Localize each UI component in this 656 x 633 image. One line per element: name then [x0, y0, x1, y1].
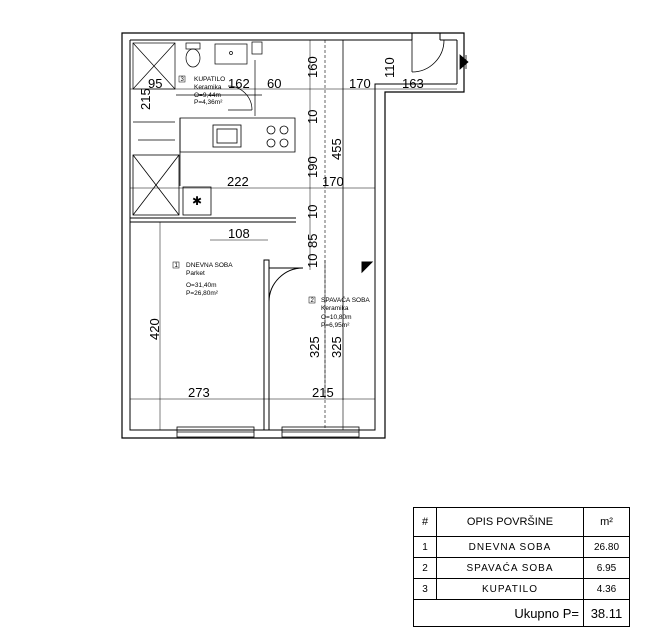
dim-222: 222 — [227, 174, 249, 189]
dim-325b: 325 — [329, 336, 344, 358]
row-area: 4.36 — [584, 579, 630, 600]
room-name: KUPATILO — [194, 76, 226, 83]
row-num: 2 — [414, 558, 437, 579]
col-desc-header: OPIS POVRŠINE — [437, 508, 584, 537]
room-name: SPAVAĆA SOBA — [321, 297, 370, 304]
room-label-dnevna-soba — [173, 262, 233, 297]
room-finish: Parket — [186, 270, 205, 277]
svg-text:✱: ✱ — [191, 194, 203, 208]
dim-162: 162 — [228, 76, 250, 91]
row-area: 6.95 — [584, 558, 630, 579]
table-header-row — [414, 508, 630, 537]
dim-60: 60 — [267, 76, 282, 91]
room-area: P=4,36m² — [194, 99, 223, 106]
row-num: 3 — [414, 579, 437, 600]
room-perimeter: O=9,44m — [194, 92, 221, 99]
area-summary-table — [413, 507, 630, 627]
dim-110: 110 — [382, 57, 397, 78]
dim-85: 85 — [305, 233, 320, 248]
dimension-labels — [138, 56, 424, 400]
table-row — [414, 537, 630, 558]
storage-box — [133, 122, 211, 215]
dim-420: 420 — [147, 318, 162, 340]
dim-108: 108 — [228, 226, 250, 241]
dim-455: 455 — [329, 138, 344, 160]
exterior-walls — [122, 33, 464, 438]
col-unit-header: m² — [584, 508, 630, 537]
total-label: Ukupno P= — [414, 600, 584, 627]
dim-215: 215 — [138, 88, 153, 110]
total-value: 38.11 — [584, 600, 630, 627]
total-row — [414, 600, 630, 627]
room-finish: Keramika — [321, 305, 349, 312]
row-name: KUPATILO — [437, 579, 584, 600]
entrance-door — [412, 40, 468, 72]
dim-95: 95 — [148, 76, 163, 91]
dimension-lines — [130, 40, 457, 430]
row-area: 26.80 — [584, 537, 630, 558]
dim-10c: 10 — [305, 253, 320, 268]
dim-160: 160 — [305, 56, 320, 78]
table-row — [414, 579, 630, 600]
dim-10b: 10 — [305, 204, 320, 219]
dim-273: 273 — [188, 385, 210, 400]
bottom-windows — [177, 427, 359, 437]
room-number: 1 — [174, 263, 178, 269]
col-num-header: # — [414, 508, 437, 537]
dim-325a: 325 — [307, 336, 322, 358]
row-num: 1 — [414, 537, 437, 558]
room-number: 3 — [180, 77, 184, 83]
dim-10a: 10 — [305, 109, 320, 124]
room-perimeter: O=10,80m — [321, 314, 352, 321]
room-label-kupatilo — [179, 76, 225, 106]
room-number: 2 — [310, 298, 314, 304]
dim-215b: 215 — [312, 385, 334, 400]
row-name: SPAVAĆA SOBA — [437, 558, 584, 579]
dim-163: 163 — [402, 76, 424, 91]
room-name: DNEVNA SOBA — [186, 262, 233, 269]
row-name: DNEVNA SOBA — [437, 537, 584, 558]
room-area: P=6,95m² — [321, 322, 350, 329]
table-row — [414, 558, 630, 579]
dim-170a: 170 — [349, 76, 371, 91]
room-finish: Keramika — [194, 84, 222, 91]
room-area: P=26,80m² — [186, 290, 218, 297]
room-perimeter: O=31,40m — [186, 282, 217, 289]
room-label-spavaca-soba — [309, 295, 370, 329]
dim-190: 190 — [305, 156, 320, 178]
dim-170b: 170 — [322, 174, 344, 189]
interior-walls — [130, 40, 372, 430]
